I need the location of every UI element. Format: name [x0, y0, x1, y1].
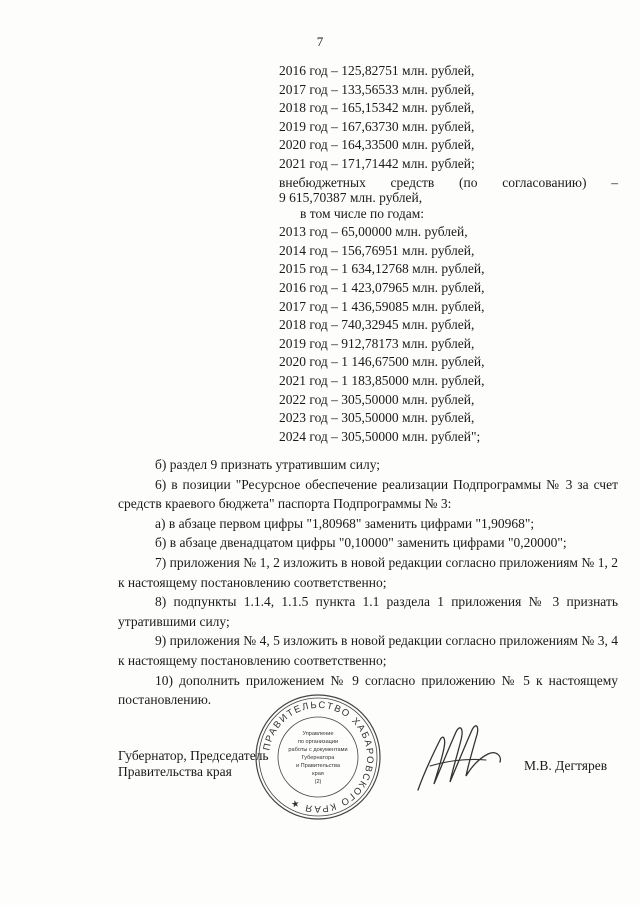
extrabudget-year-2016: 2016 год – 1 423,07965 млн. рублей,: [279, 279, 485, 295]
extrabudget-line-2: 9 615,70387 млн. рублей,: [279, 189, 423, 205]
year-line-2021: 2021 год – 171,71442 млн. рублей;: [279, 155, 475, 171]
extrabudget-year-2021: 2021 год – 1 183,85000 млн. рублей,: [279, 372, 485, 388]
svg-text:Управление: Управление: [302, 731, 334, 737]
paragraph-resource-provision: 6) в позиции "Ресурсное обеспечение реализации Подпрограммы № 3 за счет средств краевого бюджета" паспорта Подпрограммы № 3:: [118, 476, 618, 512]
year-line-2020: 2020 год – 164,33500 млн. рублей,: [279, 137, 475, 153]
year-line-2017: 2017 год – 133,56533 млн. рублей,: [279, 81, 475, 97]
extrabudget-line-1: внебюджетных средств (по согласованию) –: [279, 174, 618, 190]
svg-text:(2): (2): [314, 779, 322, 785]
year-line-2016: 2016 год – 125,82751 млн. рублей,: [279, 63, 475, 78]
svg-text:по организации: по организации: [297, 739, 339, 745]
extrabudget-year-2017: 2017 год – 1 436,59085 млн. рублей,: [279, 298, 485, 314]
extrabudget-year-2023: 2023 год – 305,50000 млн. рублей,: [279, 410, 475, 426]
svg-text:Губернатора: Губернатора: [301, 755, 335, 761]
paragraph-section-9: б) раздел 9 признать утратившим силу;: [155, 457, 381, 472]
paragraph-appendix-9: 10) дополнить приложением № 9 согласно приложению № 5 к настоящему постановлению.: [118, 672, 618, 708]
extrabudget-year-2015: 2015 год – 1 634,12768 млн. рублей,: [279, 261, 485, 277]
year-line-2019: 2019 год – 167,63730 млн. рублей,: [279, 118, 475, 134]
official-seal: [254, 693, 382, 821]
extrabudget-year-2022: 2022 год – 305,50000 млн. рублей,: [279, 391, 475, 407]
svg-text:ПРАВИТЕЛЬСТВО ХАБАРОВСКОГО КРА: ПРАВИТЕЛЬСТВО ХАБАРОВСКОГО КРАЯ ★: [261, 699, 376, 815]
extrabudget-year-2020: 2020 год – 1 146,67500 млн. рублей,: [279, 354, 485, 370]
signer-title-line-1: Губернатор, Председатель: [118, 748, 269, 763]
page-number: 7: [316, 34, 324, 49]
extrabudget-year-2019: 2019 год – 912,78173 млн. рублей,: [279, 335, 475, 351]
extrabudget-year-2024: 2024 год – 305,50000 млн. рублей";: [279, 428, 481, 444]
paragraph-first-abzac: а) в абзаце первом цифры "1,80968" заменить цифрами "1,90968";: [155, 515, 535, 531]
extrabudget-year-2014: 2014 год – 156,76951 млн. рублей,: [279, 242, 475, 258]
svg-text:и Правительства: и Правительства: [296, 763, 340, 769]
svg-text:края: края: [312, 771, 324, 777]
signer-title-line-2: Правительства края: [118, 764, 232, 779]
amendments-text: [118, 455, 618, 710]
funding-by-year-list: [279, 62, 619, 446]
paragraph-appendices-1-2: 7) приложения № 1, 2 изложить в новой редакции согласно приложениям № 1, 2 к настоящему постановлению соответственно;: [118, 554, 618, 590]
paragraph-twelfth-abzac: б) в абзаце двенадцатом цифры "0,10000" заменить цифрами "0,20000";: [155, 535, 567, 551]
including-by-years-label: в том числе по годам:: [300, 205, 425, 221]
year-line-2018: 2018 год – 165,15342 млн. рублей,: [279, 100, 475, 116]
handwritten-signature: [410, 718, 510, 798]
extrabudget-year-2013: 2013 год – 65,00000 млн. рублей,: [279, 224, 468, 240]
extrabudget-year-2018: 2018 год – 740,32945 млн. рублей,: [279, 317, 475, 333]
paragraph-appendices-4-5: 9) приложения № 4, 5 изложить в новой редакции согласно приложениям № 3, 4 к настоящему постановлению соответственно;: [118, 633, 618, 668]
signer-name: М.В. Дегтярев: [524, 758, 608, 773]
svg-text:работы с документами: работы с документами: [288, 747, 348, 753]
paragraph-subclauses: 8) подпункты 1.1.4, 1.1.5 пункта 1.1 раздела 1 приложения № 3 признать утратившими силу;: [118, 594, 618, 629]
